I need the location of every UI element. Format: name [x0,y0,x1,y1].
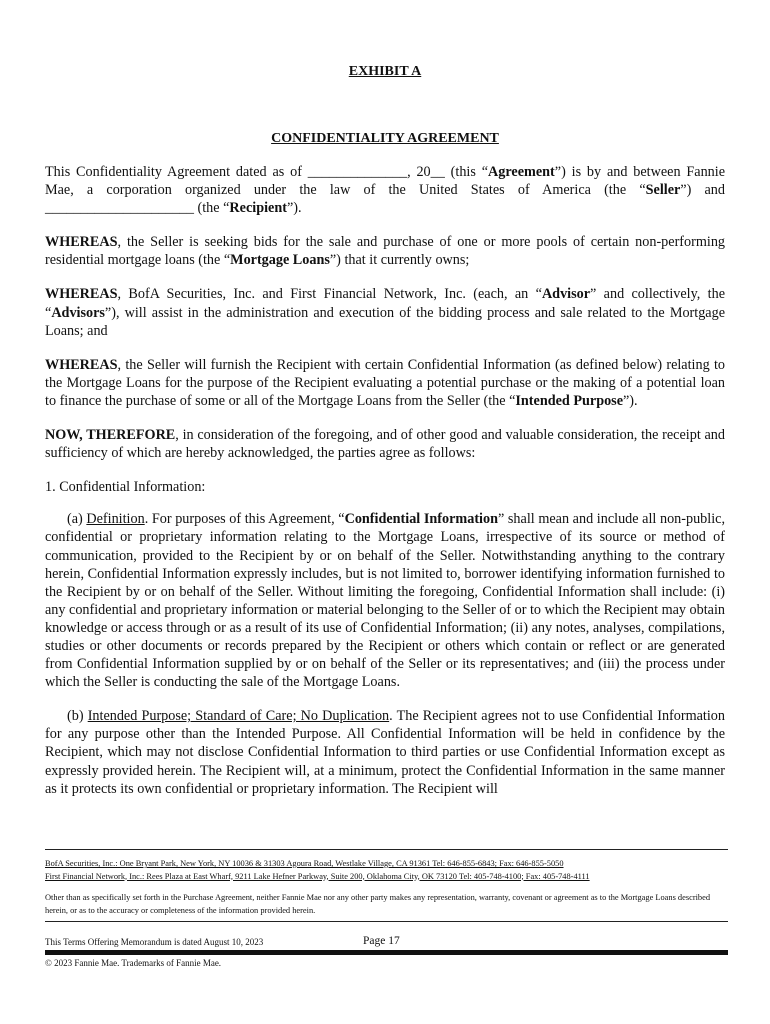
footer-disclaimer: Other than as specifically set forth in the Purchase Agreement, neither Fannie Mae nor any other party makes any representation, warranty, covenant or agreement as to the Mortgage Loans described herein, or as to the accuracy or completeness of the information provided herein. [45,893,711,915]
whereas-paragraph-3: WHEREAS, the Seller will furnish the Recipient with certain Confidential Information (as defined below) relating to the Mortgage Loans for the purpose of the Recipient evaluating a potential purchase or the making of a potential loan to finance the purchase of some or all of the Mortgage Loans from the Seller (the “Intended Purpose”). [45,356,725,409]
memo-date-line [45,937,728,947]
intro-paragraph: This Confidentiality Agreement dated as of ______________, 20__ (this “Agreement”) is by and between Fannie Mae, a corporation organized under the law of the United States of America (the “Seller”) and _____________________ (the “Recipient”). [45,164,725,217]
copyright: © 2023 Fannie Mae. Trademarks of Fannie Mae. [45,958,222,968]
exhibit-title: EXHIBIT A [348,64,422,79]
whereas-paragraph-1: WHEREAS, the Seller is seeking bids for the sale and purchase of one or more pools of certain non-performing residential mortgage loans (the “Mortgage Loans”) that it currently owns; [45,234,725,269]
footer-address-2: First Financial Network, Inc.: Rees Plaza at East Wharf, 9211 Lake Hefner Parkway, Suite 200, Oklahoma City, OK 73120 Tel: 405-748-4100; Fax: 405-748-4111 [45,871,590,881]
section-1-heading: 1. Confidential Information: [45,479,206,496]
now-therefore-paragraph: NOW, THEREFORE, in consideration of the foregoing, and of other good and valuable consideration, the receipt and sufficiency of which are hereby acknowledged, the parties agree as follows: [45,427,725,462]
footer-address-1: BofA Securities, Inc.: One Bryant Park, New York, NY 10036 & 31303 Agoura Road, Westlake Village, CA 91361 Tel: 646-855-6843; Fax: 646-855-5050 [45,859,564,868]
footer-rule [45,950,728,955]
whereas-paragraph-2: WHEREAS, BofA Securities, Inc. and First Financial Network, Inc. (each, an “Advisor” and collectively, the “Advisors”), will assist in the administration and execution of the bidding process and sale related to the Mortgage Loans; and [45,286,726,339]
clause-b: (b) Intended Purpose; Standard of Care; No Duplication. The Recipient agrees not to use Confidential Information for any purpose other than the Intended Purpose. All Confidential Information will be held in confidence by the Recipient, which may not disclose Confidential Information to third parties or use Confidential Information except as expressly provided herein. The Recipient will, at a minimum, protect the Confidential Information in the same manner as it protects its own confidential or proprietary information. The Recipient will [45,708,725,797]
clause-a: (a) Definition. For purposes of this Agreement, “Confidential Information” shall mean and include all non-public, confidential or proprietary information relating to the Mortgage Loans, irrespective of its source or method of communication, provided to the Recipient by or on behalf of the Seller. Notwithstanding anything to the contrary herein, Confidential Information expressly includes, but is not limited to, borrower identifying information furnished to the Recipient by or on behalf of the Seller. Without limiting the foregoing, Confidential Information shall include: (i) any confidential and proprietary information or material belonging to the Seller of or to which the Recipient may obtain knowledge or access through or as a result of its use of Confidential Information; (ii) any notes, analyses, compilations, studies or other documents or records prepared by the Recipient or others which contain or reflect or are generated from Confidential Information supplied by or on behalf of the Seller or its representatives; and (iii) the process under which the Seller is conducting the sale of the Mortgage Loans. [45,511,726,691]
agreement-title: CONFIDENTIALITY AGREEMENT [271,131,499,146]
footer-contact-box [45,849,728,922]
memo-date: This Terms Offering Memorandum is dated August 10, 2023 [45,937,264,947]
page-number: Page 17 [363,935,400,947]
agreement-body [45,163,725,814]
